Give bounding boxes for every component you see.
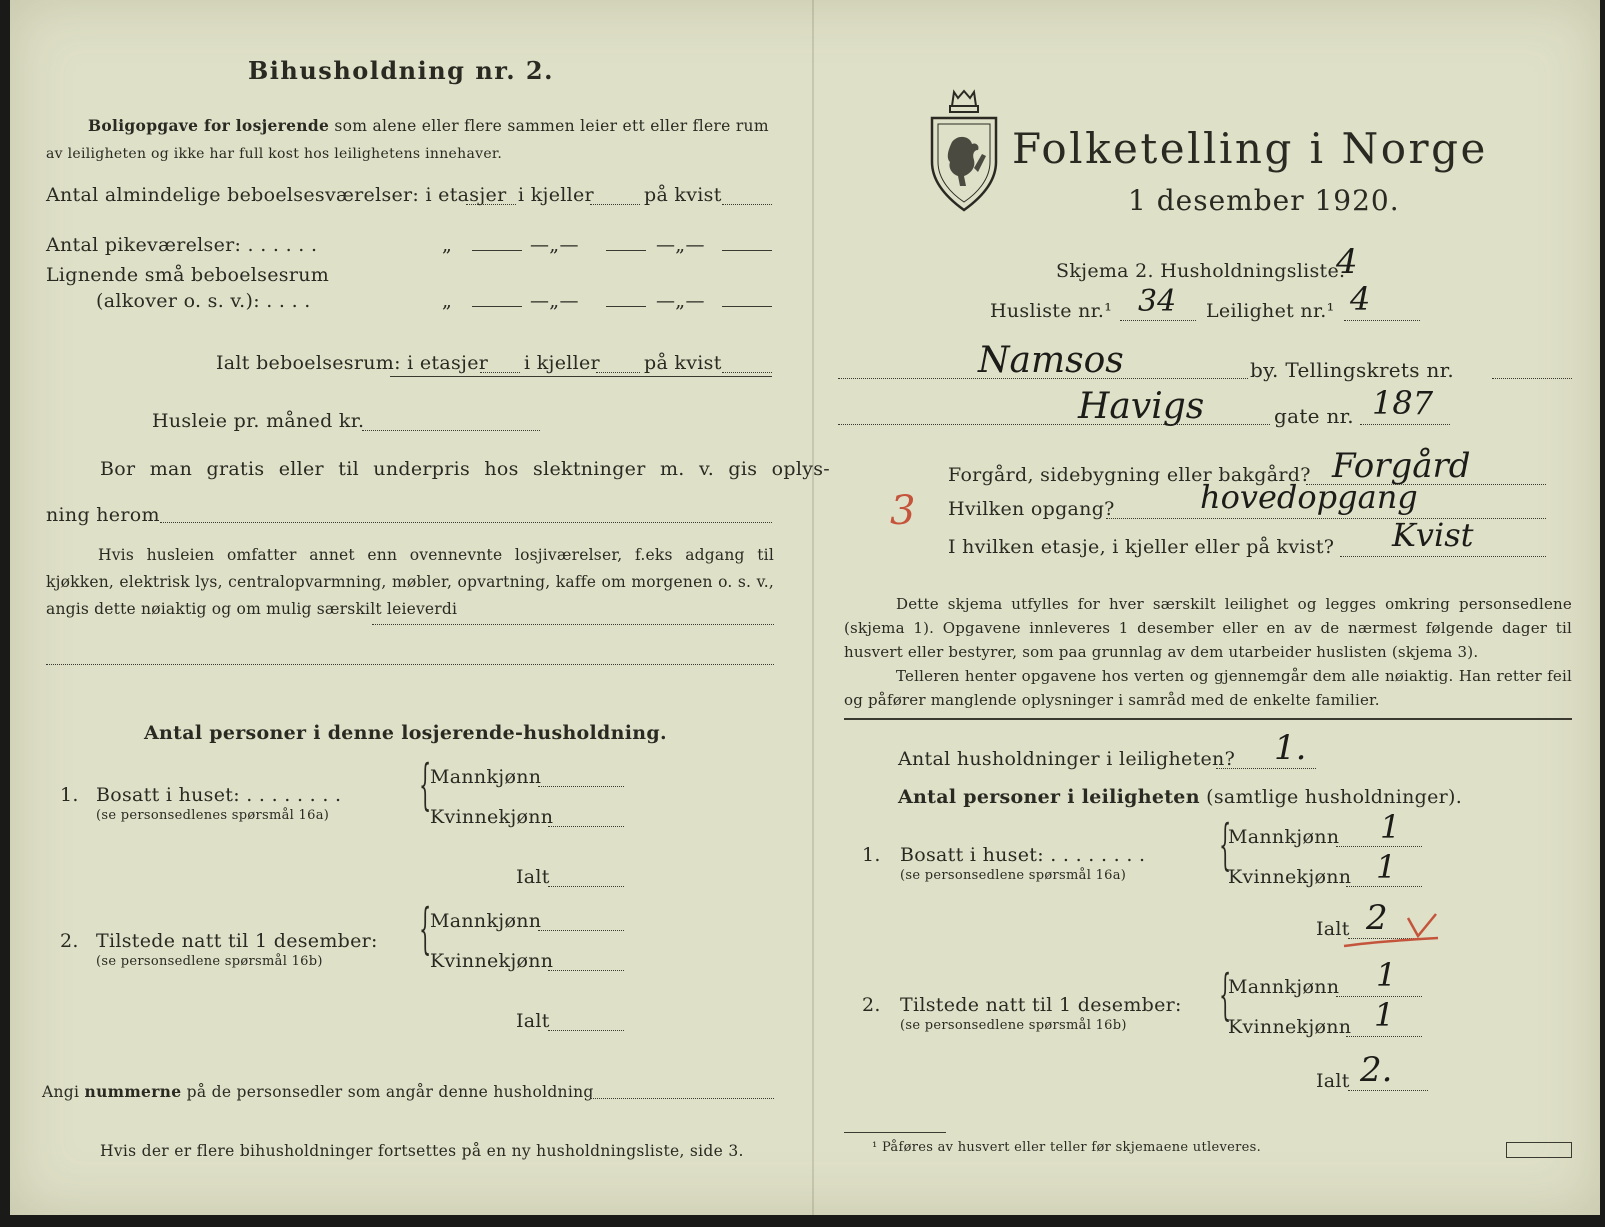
right-q1-num: 1. bbox=[862, 844, 881, 866]
husleie-label: Husleie pr. måned kr. bbox=[152, 410, 365, 432]
left-persons-heading: Antal personer i denne losjerende-husholdning. bbox=[144, 722, 667, 744]
pike-label: Antal pikeværelser: . . . . . . bbox=[46, 234, 318, 256]
right-q2-kvinne-label: Kvinnekjønn bbox=[1228, 1016, 1352, 1038]
hw-q1-kvinne: 1 bbox=[1376, 848, 1397, 886]
census-form-sheet bbox=[10, 0, 1600, 1215]
lign-ditto-3: —„— bbox=[656, 290, 705, 312]
lign-ditto-2: —„— bbox=[530, 290, 579, 312]
left-q2-label: Tilstede natt til 1 desember: bbox=[96, 930, 378, 952]
right-q1-brace: { bbox=[1219, 813, 1232, 876]
right-persons-heading: Antal personer i leiligheten (samtlige husholdninger). bbox=[898, 786, 1463, 808]
left-title: Bihusholdning nr. 2. bbox=[248, 56, 554, 85]
by-label: by. Tellingskrets nr. bbox=[1250, 358, 1454, 382]
pike-ditto-1: „ bbox=[442, 234, 453, 256]
left-q2-ialt-field[interactable] bbox=[548, 1030, 624, 1031]
tellingskrets-field[interactable] bbox=[1492, 378, 1572, 379]
hw-red-mark: 3 bbox=[890, 488, 916, 534]
husleie-field[interactable] bbox=[362, 430, 540, 431]
bor-line-2: ning herom bbox=[46, 504, 160, 526]
husliste-field[interactable] bbox=[1120, 320, 1196, 321]
page-fold bbox=[812, 0, 814, 1215]
bor-line-1: Bor man gratis eller til underpris hos slektninger m. v. gis oplys- bbox=[100, 458, 831, 480]
lign-ditto-1: „ bbox=[442, 290, 453, 312]
left-q1-mann-label: Mannkjønn bbox=[430, 766, 542, 788]
left-q2-ialt-label: Ialt bbox=[516, 1010, 550, 1032]
husliste-label: Husliste nr.¹ bbox=[990, 300, 1113, 322]
rooms-kvist-label: på kvist bbox=[644, 184, 722, 206]
lign-kjeller-field[interactable] bbox=[606, 306, 646, 307]
right-q2-sub: (se personsedlene spørsmål 16b) bbox=[900, 1018, 1127, 1033]
hw-leilighet: 4 bbox=[1350, 280, 1371, 318]
right-q2-kvinne-field[interactable] bbox=[1346, 1036, 1422, 1037]
lign-etasjer-field[interactable] bbox=[472, 306, 522, 307]
leieverdi-field[interactable] bbox=[372, 624, 774, 625]
red-check-mark bbox=[1342, 912, 1442, 952]
angi-field[interactable] bbox=[590, 1098, 774, 1099]
info-paragraph-2: Telleren henter opgavene hos verten og gjennemgår dem alle nøiaktig. Han retter feil og påfører manglende oplysninger i samråd med de enkelte familier. bbox=[844, 667, 1572, 709]
left-q2-sub: (se personsedlene spørsmål 16b) bbox=[96, 954, 323, 969]
left-q1-sub: (se personsedlenes spørsmål 16a) bbox=[96, 808, 330, 823]
left-q2-kvinne-label: Kvinnekjønn bbox=[430, 950, 554, 972]
footnote-rule bbox=[844, 1132, 946, 1133]
right-q2-ialt-field[interactable] bbox=[1348, 1090, 1428, 1091]
gate-nr-field[interactable] bbox=[1360, 424, 1450, 425]
left-q1-brace: { bbox=[419, 753, 432, 816]
left-q1-num: 1. bbox=[60, 784, 79, 806]
left-q2-kvinne-field[interactable] bbox=[548, 970, 624, 971]
hw-street: Havigs bbox=[1078, 386, 1205, 427]
left-q1-mann-field[interactable] bbox=[538, 786, 624, 787]
hw-q1-mann: 1 bbox=[1380, 808, 1401, 846]
left-q1-ialt-field[interactable] bbox=[548, 886, 624, 887]
rooms-kjeller-label: i kjeller bbox=[518, 184, 594, 206]
right-q1-ialt-label: Ialt bbox=[1316, 918, 1350, 940]
right-title: Folketelling i Norge bbox=[1012, 124, 1488, 173]
lign-label-1: Lignende små beboelsesrum bbox=[46, 264, 330, 286]
ialt-kvist-label: på kvist bbox=[644, 352, 722, 374]
lign-label-2: (alkover o. s. v.): . . . . bbox=[96, 290, 311, 312]
intro-line-2: av leiligheten og ikke har full kost hos leilighetens innehaver. bbox=[46, 146, 503, 162]
pike-ditto-3: —„— bbox=[656, 234, 705, 256]
right-q2-mann-label: Mannkjønn bbox=[1228, 976, 1340, 998]
right-q1-mann-field[interactable] bbox=[1336, 846, 1422, 847]
rooms-etasjer-field[interactable] bbox=[466, 204, 516, 205]
angi-line: Angi nummerne på de personsedler som angår denne husholdning bbox=[42, 1082, 594, 1101]
hw-forgard: Forgård bbox=[1332, 446, 1471, 486]
husholdninger-field[interactable] bbox=[1216, 768, 1316, 769]
right-q1-mann-label: Mannkjønn bbox=[1228, 826, 1340, 848]
norway-coat-of-arms-icon bbox=[926, 88, 1002, 216]
etasje-field[interactable] bbox=[1340, 556, 1546, 557]
hvis-paragraph: Hvis husleien omfatter annet enn ovennevnte losjiværelser, f.eks adgang til kjøkken, elektrisk lys, centralopvarmning, møbler, opvartning, kaffe om morgenen o. s. v., angis dette nøiaktig og om mulig særskilt leieverdi bbox=[46, 546, 774, 618]
gate-label: gate nr. bbox=[1274, 404, 1354, 428]
printer-stamp bbox=[1506, 1142, 1572, 1158]
hw-q1-ialt: 2 bbox=[1366, 898, 1388, 938]
left-q2-mann-label: Mannkjønn bbox=[430, 910, 542, 932]
pike-ditto-2: —„— bbox=[530, 234, 579, 256]
right-q2-brace: { bbox=[1219, 963, 1232, 1026]
right-q1-kvinne-field[interactable] bbox=[1346, 886, 1422, 887]
bor-field[interactable] bbox=[160, 522, 772, 523]
left-q2-num: 2. bbox=[60, 930, 79, 952]
left-q1-kvinne-label: Kvinnekjønn bbox=[430, 806, 554, 828]
right-q1-label: Bosatt i huset: . . . . . . . . bbox=[900, 844, 1146, 866]
hw-husholdninger: 1. bbox=[1274, 728, 1307, 768]
etasje-label: I hvilken etasje, i kjeller eller på kvist? bbox=[948, 536, 1335, 558]
ialt-kjeller-label: i kjeller bbox=[524, 352, 600, 374]
leilighet-label: Leilighet nr.¹ bbox=[1206, 300, 1335, 322]
leilighet-field[interactable] bbox=[1344, 320, 1420, 321]
lign-kvist-field[interactable] bbox=[722, 306, 772, 307]
street-field[interactable] bbox=[838, 424, 1270, 425]
rooms-kvist-field[interactable] bbox=[722, 204, 772, 205]
hw-town: Namsos bbox=[978, 340, 1124, 381]
hw-etasje: Kvist bbox=[1392, 516, 1474, 554]
rooms-kjeller-field[interactable] bbox=[590, 204, 640, 205]
ialt-rooms-label: Ialt beboelsesrum: i etasjer bbox=[216, 352, 489, 374]
right-q1-sub: (se personsedlene spørsmål 16a) bbox=[900, 868, 1127, 883]
ialt-kjeller-field[interactable] bbox=[596, 372, 640, 373]
skjema-label: Skjema 2. Husholdningsliste. bbox=[1056, 260, 1346, 282]
info-paragraph-1: Dette skjema utfylles for hver særskilt leilighet og legges omkring personsedlene (skjema 1). Opgavene innleveres 1 desember eller en av de nærmest følgende dager til husvert eller bestyrer, som paa grunnlag av dem utarbeider huslisten (skjema 3). bbox=[844, 595, 1572, 661]
rooms-label: Antal almindelige beboelsesværelser: i etasjer bbox=[46, 184, 507, 206]
right-q2-num: 2. bbox=[862, 994, 881, 1016]
forgard-label: Forgård, sidebygning eller bakgård? bbox=[948, 464, 1311, 486]
left-q2-mann-field[interactable] bbox=[538, 930, 624, 931]
right-q2-label: Tilstede natt til 1 desember: bbox=[900, 994, 1182, 1016]
hw-husliste: 34 bbox=[1138, 284, 1177, 319]
hw-q2-kvinne: 1 bbox=[1374, 996, 1395, 1034]
hw-leilighet-mark: 4 bbox=[1336, 242, 1358, 282]
right-q2-ialt-label: Ialt bbox=[1316, 1070, 1350, 1092]
hw-gate-nr: 187 bbox=[1372, 384, 1434, 422]
husholdninger-label: Antal husholdninger i leiligheten? bbox=[898, 748, 1236, 770]
opgang-label: Hvilken opgang? bbox=[948, 498, 1115, 520]
pike-kvist-field[interactable] bbox=[722, 250, 772, 251]
intro-line-1: Boligopgave for losjerende som alene eller flere sammen leier ett eller flere rum bbox=[88, 116, 769, 135]
right-divider bbox=[844, 718, 1572, 720]
left-footer: Hvis der er flere bihusholdninger fortsettes på en ny husholdningsliste, side 3. bbox=[100, 1142, 744, 1160]
opgang-field[interactable] bbox=[1106, 518, 1546, 519]
ialt-kvist-field[interactable] bbox=[722, 372, 772, 373]
left-q1-ialt-label: Ialt bbox=[516, 866, 550, 888]
hw-opgang: hovedopgang bbox=[1200, 478, 1418, 516]
left-q2-brace: { bbox=[419, 897, 432, 960]
hw-q2-mann: 1 bbox=[1376, 956, 1397, 994]
left-q1-label: Bosatt i huset: . . . . . . . . bbox=[96, 784, 342, 806]
ialt-underline bbox=[390, 376, 772, 377]
footnote: ¹ Påføres av husvert eller teller før skjemaene utleveres. bbox=[872, 1140, 1262, 1155]
ialt-etasjer-field[interactable] bbox=[480, 372, 520, 373]
right-q1-kvinne-label: Kvinnekjønn bbox=[1228, 866, 1352, 888]
hw-q2-ialt: 2. bbox=[1360, 1050, 1393, 1090]
left-q1-kvinne-field[interactable] bbox=[548, 826, 624, 827]
census-date: 1 desember 1920. bbox=[1128, 184, 1400, 217]
pike-kjeller-field[interactable] bbox=[606, 250, 646, 251]
pike-etasjer-field[interactable] bbox=[472, 250, 522, 251]
leieverdi-field-2[interactable] bbox=[46, 664, 774, 665]
